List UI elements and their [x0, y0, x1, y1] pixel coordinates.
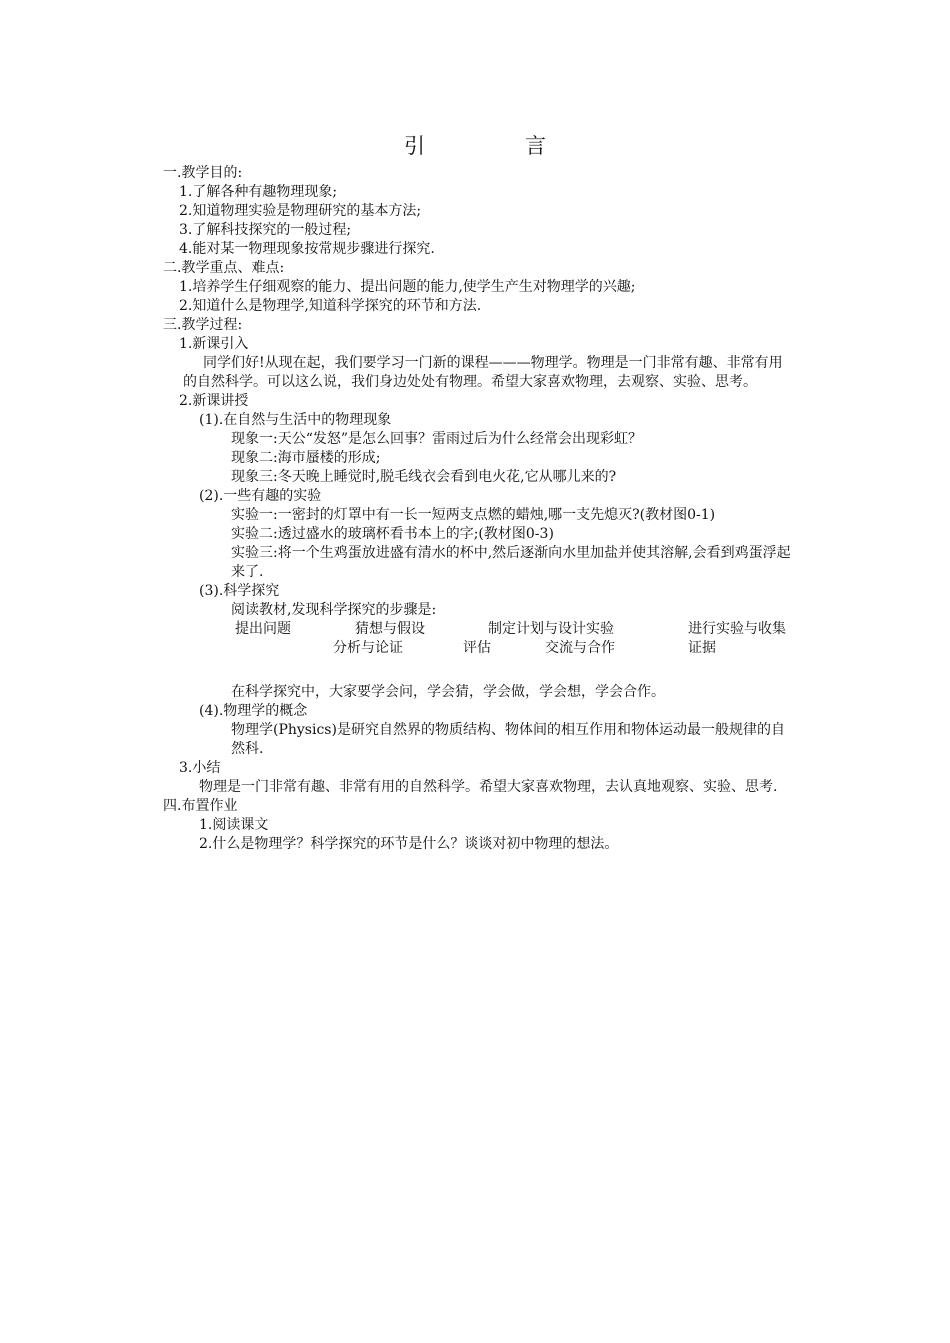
title-char-1: 引: [404, 134, 425, 158]
summary-heading: 3.小结: [179, 760, 221, 776]
part-1-heading: (1).在自然与生活中的物理现象: [199, 412, 392, 428]
inquiry-conclusion: 在科学探究中，大家要学会问，学会猜，学会做，学会想，学会合作。: [231, 684, 665, 700]
page-title: [0, 130, 950, 160]
inquiry-step: 评估: [463, 640, 491, 656]
inquiry-intro: 阅读教材,发现科学探究的步骤是:: [231, 602, 437, 618]
inquiry-step: 进行实验与收集证据: [688, 621, 786, 656]
objective-item: 2.知道物理实验是物理研究的基本方法;: [179, 203, 422, 219]
experiment-item: 实验三:将一个生鸡蛋放进盛有清水的杯中,然后逐渐向水里加盐并使其溶解,会看到鸡蛋浮起来了.: [231, 545, 791, 580]
objective-item: 1.了解各种有趣物理现象;: [179, 184, 338, 200]
section-4-heading: 四.布置作业: [163, 798, 238, 814]
inquiry-step: 交流与合作: [545, 640, 615, 656]
inquiry-step: 分析与论证: [333, 640, 403, 656]
section-2-heading: 二.教学重点、难点:: [163, 260, 285, 276]
objective-item: 4.能对某一物理现象按常规步骤进行探究.: [179, 241, 435, 257]
phenomenon-item: 现象二:海市蜃楼的形成;: [231, 450, 381, 466]
phenomenon-item: 现象三:冬天晚上睡觉时,脱毛线衣会看到电火花,它从哪儿来的?: [231, 469, 617, 485]
homework-item: 2.什么是物理学？科学探究的环节是什么？谈谈对初中物理的想法。: [199, 836, 619, 852]
blank-line: [163, 658, 793, 677]
section-3-heading: 三.教学过程:: [163, 317, 243, 333]
experiment-item: 实验一:一密封的灯罩中有一长一短两支点燃的蜡烛,哪一支先熄灭?(教材图0-1): [231, 507, 716, 523]
lesson-plan-body: [163, 164, 793, 854]
part-4-heading: (4).物理学的概念: [199, 703, 308, 719]
experiment-item: 实验二:透过盛水的玻璃杯看书本上的字;(教材图0-3): [231, 526, 554, 542]
phenomenon-item: 现象一:天公“发怒”是怎么回事？雷雨过后为什么经常会出现彩虹？: [231, 431, 643, 447]
objective-item: 3.了解科技探究的一般过程;: [179, 222, 352, 238]
summary-paragraph: 物理是一门非常有趣、非常有用的自然科学。希望大家喜欢物理，去认真地观察、实验、思考.: [199, 779, 778, 795]
inquiry-step: 提出问题: [235, 621, 291, 637]
key-point-item: 2.知道什么是物理学,知道科学探究的环节和方法.: [179, 298, 482, 314]
part-3-heading: (3).科学探究: [199, 583, 280, 599]
intro-heading: 1.新课引入: [179, 336, 249, 352]
lecture-heading: 2.新课讲授: [179, 393, 249, 409]
part-2-heading: (2).一些有趣的实验: [199, 488, 322, 504]
inquiry-step: 制定计划与设计实验: [488, 621, 614, 637]
key-point-item: 1.培养学生仔细观察的能力、提出问题的能力,使学生产生对物理学的兴趣;: [179, 279, 636, 295]
intro-paragraph: 同学们好!从现在起，我们要学习一门新的课程———物理学。物理是一门非常有趣、非常有用的自然科学。可以这么说，我们身边处处有物理。希望大家喜欢物理，去观察、实验、思考。: [183, 355, 783, 390]
title-char-2: 言: [525, 134, 546, 158]
homework-item: 1.阅读课文: [199, 817, 269, 833]
section-1-heading: 一.教学目的:: [163, 165, 243, 181]
physics-definition: 物理学(Physics)是研究自然界的物质结构、物体间的相互作用和物体运动最一般规律的自然科.: [231, 722, 785, 757]
inquiry-step: 猜想与假设: [355, 621, 425, 637]
